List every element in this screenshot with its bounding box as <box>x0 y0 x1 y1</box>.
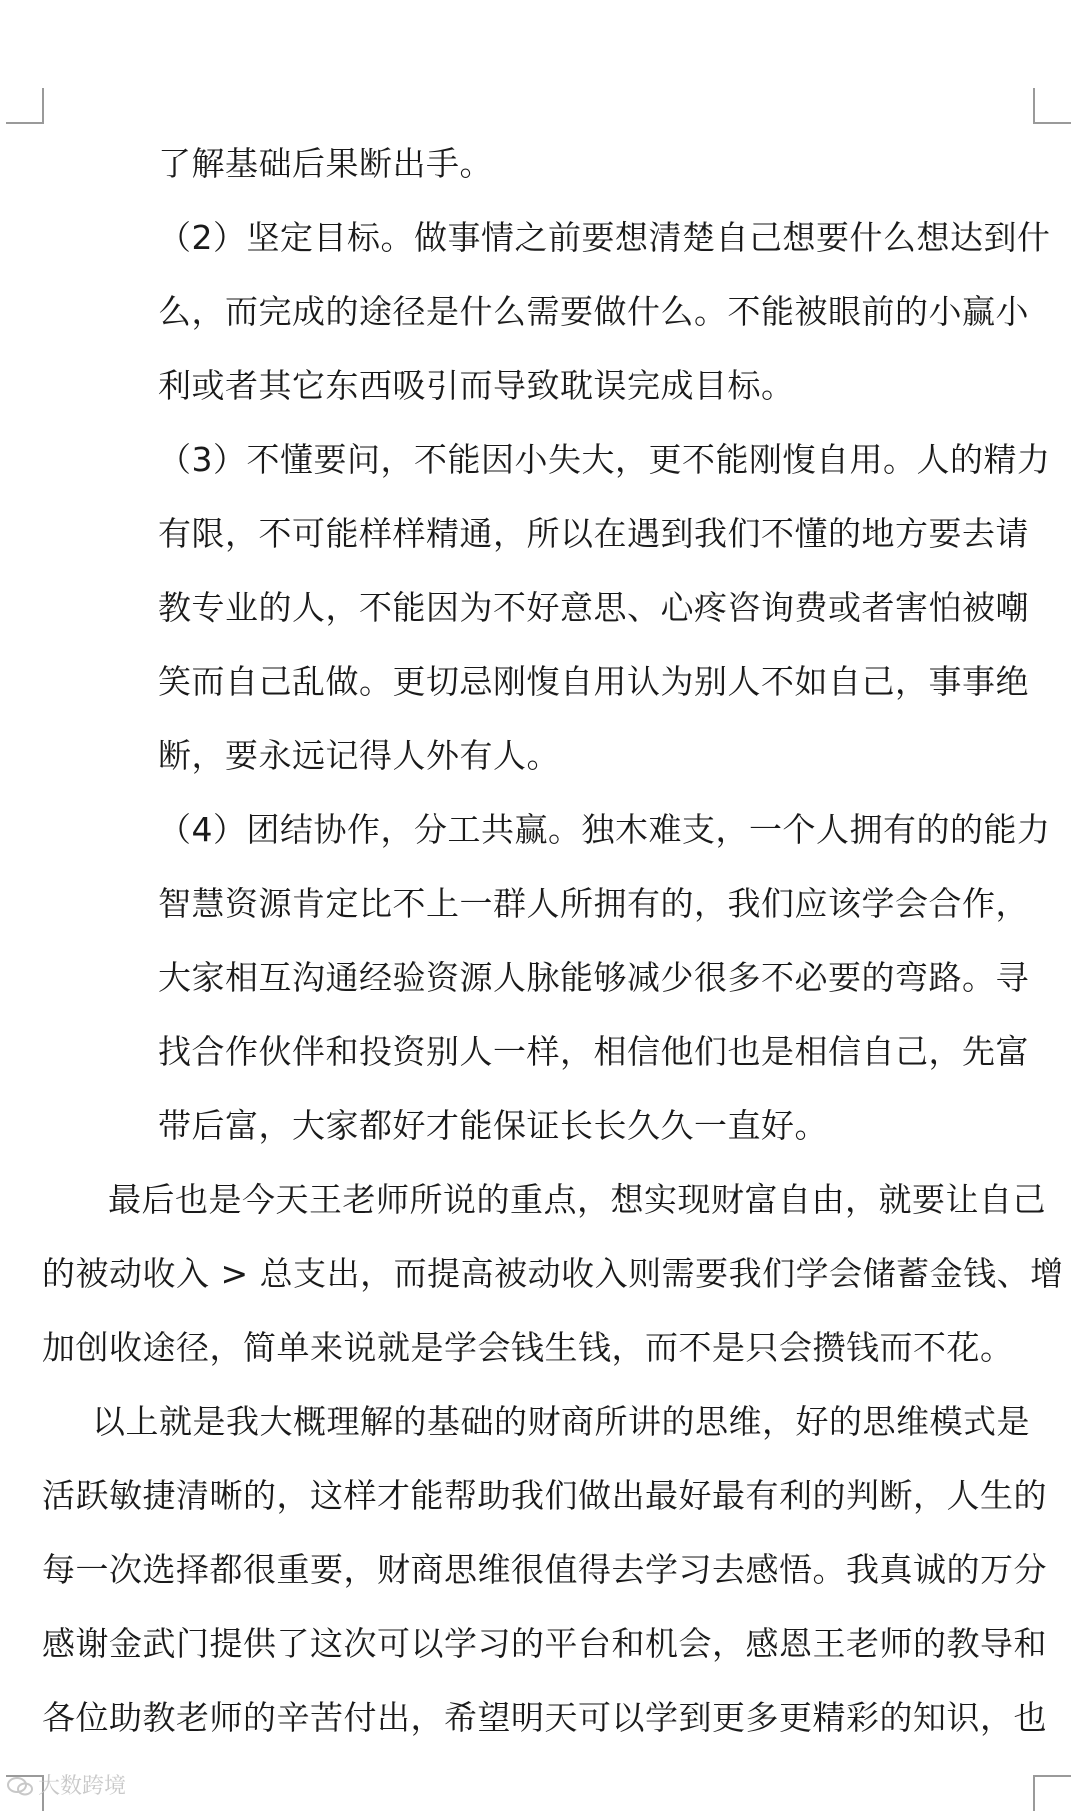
text-line: 的被动收入 > 总支出，而提高被动收入则需要我们学会储蓄金钱、增 <box>42 1254 1064 1293</box>
text-line: 活跃敏捷清晰的，这样才能帮助我们做出最好最有利的判断，人生的 <box>42 1476 1047 1515</box>
text-line: 教专业的人，不能因为不好意思、心疼咨询费或者害怕被嘲 <box>158 588 1029 627</box>
text-line: 断，要永远记得人外有人。 <box>158 736 560 775</box>
text-line: （4）团结协作，分工共赢。独木难支，一个人拥有的的能力 <box>158 810 1051 849</box>
text-line: 么，而完成的途径是什么需要做什么。不能被眼前的小赢小 <box>158 292 1029 331</box>
text-line: 笑而自己乱做。更切忌刚愎自用认为别人不如自己，事事绝 <box>158 662 1029 701</box>
text-line: 带后富，大家都好才能保证长长久久一直好。 <box>158 1106 828 1145</box>
text-line: 以上就是我大概理解的基础的财商所讲的思维，好的思维模式是 <box>92 1402 1030 1441</box>
page-corner-mark-bottom-right <box>1033 1775 1071 1811</box>
text-line: 利或者其它东西吸引而导致耽误完成目标。 <box>158 366 795 405</box>
text-line: （2）坚定目标。做事情之前要想清楚自己想要什么想达到什 <box>158 218 1051 257</box>
text-line: 感谢金武门提供了这次可以学习的平台和机会，感恩王老师的教导和 <box>42 1624 1047 1663</box>
text-line: 最后也是今天王老师所说的重点，想实现财富自由，就要让自己 <box>108 1180 1046 1219</box>
page-corner-mark-top-right <box>1033 88 1071 124</box>
page-corner-mark-top-left <box>6 88 44 124</box>
text-line: 加创收途径，简单来说就是学会钱生钱，而不是只会攒钱而不花。 <box>42 1328 1014 1367</box>
text-line: 智慧资源肯定比不上一群人所拥有的，我们应该学会合作， <box>158 884 1029 923</box>
chat-bubble-icon <box>6 1776 34 1798</box>
text-line: 找合作伙伴和投资别人一样，相信他们也是相信自己，先富 <box>158 1032 1029 1071</box>
text-line: 了解基础后果断出手。 <box>158 144 493 183</box>
text-line: 大家相互沟通经验资源人脉能够减少很多不必要的弯路。寻 <box>158 958 1029 997</box>
watermark-text: 大数跨境 <box>38 1774 127 1799</box>
watermark <box>6 1773 126 1801</box>
text-line: 每一次选择都很重要，财商思维很值得去学习去感悟。我真诚的万分 <box>42 1550 1047 1589</box>
text-line: 有限，不可能样样精通，所以在遇到我们不懂的地方要去请 <box>158 514 1029 553</box>
text-line: （3）不懂要问，不能因小失大，更不能刚愎自用。人的精力 <box>158 440 1051 479</box>
text-line: 各位助教老师的辛苦付出，希望明天可以学到更多更精彩的知识，也 <box>42 1698 1047 1737</box>
